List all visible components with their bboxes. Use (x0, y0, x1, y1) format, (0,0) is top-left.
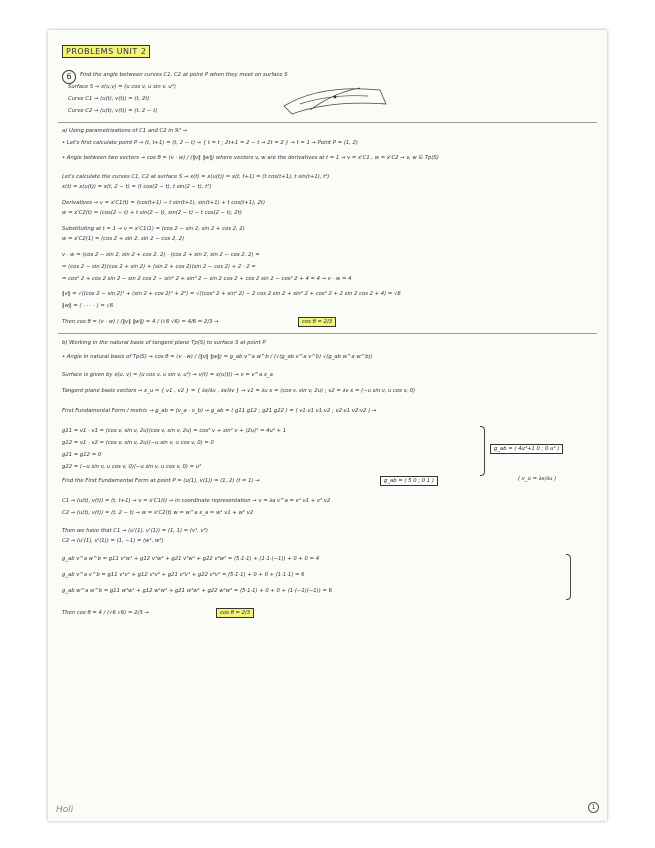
part-b-line: g_ab w^a w^b = g11 w¹w¹ + g12 w¹w² + g21 w²w¹ + g22 w²w² = (5·1·1) + 0 + 0 + (1·(−1)(−1)) = 6 (62, 588, 332, 594)
page-title: PROBLEMS UNIT 2 (62, 45, 150, 58)
part-b-line: Then cos θ = 4 / (√6 √6) = 2/3 → (62, 610, 149, 616)
part-b-line: g22 = (−u sin v, u cos v, 0)(−u sin v, u cos v, 0) = u² (62, 464, 202, 470)
surface-sketch (280, 82, 390, 116)
part-a-line: ‖w‖ = ( · · · · ) = √6 (62, 303, 114, 309)
part-b-line: Tangent plane basis vectors → x_u = { v1 , v2 } = { ∂x/∂u , ∂x/∂v } → v1 = ∂u x = (cos v, sin v, 2u) ; v2 = ∂v x = (−u sin v, u cos v, 0) (62, 388, 416, 394)
part-b-line: • Angle in natural basis of Tp(S) → cos θ = (v · w) / (‖v‖ ‖w‖) = g_ab v^a w^b / (√(g_ab v^a v^b) √(g_ab w^a w^b)) (62, 354, 373, 360)
part-a-line: Let's calculate the curves C1, C2 at surface S → x(t) = x(u(t)) = x(t, t+1) = (t cos(t+1), t sin(t+1), t²) (62, 174, 330, 180)
part-a-line: = cos² 2 + cos 2 sin 2 − sin 2 cos 2 − sin² 2 + sin² 2 − sin 2 cos 2 + cos 2 sin 2 − cos² 2 + 4 = 4 → v · w = 4 (62, 276, 352, 282)
part-b-line: b) Working in the natural basis of tangent plane Tp(S) to surface S at point P (62, 340, 266, 346)
metric-matrix: g_ab = ( 4u²+1 0 ; 0 u² ) (490, 444, 563, 454)
part-b-line: Surface is given by x(u, v) = (u cos v, u sin v, u²) → v(t) = x(u(t)) → v = v^a x_a (62, 372, 273, 378)
part-a-line: • Let's first calculate point P → (t, t+1) = (t, 2 − t) → { t = t ; 2t+1 = 2 − t → 2t = 2 } → t = 1 → Point P = (1, 2) (62, 140, 358, 146)
part-a-line: Substituting at t = 1 → v = x'C1(1) = (cos 2 − sin 2, sin 2 + cos 2, 2) (62, 226, 245, 232)
curve-c2-definition: Curve C2 → (u(t), v(t)) = (t, 2 − t) (68, 108, 158, 114)
part-a-line: v · w = (cos 2 − sin 2, sin 2 + cos 2, 2) · (cos 2 + sin 2, sin 2 − cos 2, 2) = (62, 252, 260, 258)
part-a-line: x(t) = x(u(t)) = x(t, 2 − t) = (t cos(2 − t), t sin(2 − t), t²) (62, 184, 212, 190)
problem-number: 6 (62, 70, 76, 84)
sum-bracket (566, 554, 571, 600)
side-note: ( v_u = ∂x/∂u ) (518, 476, 557, 482)
signature: Holi (56, 805, 74, 815)
part-b-line: g11 = v1 · v1 = (cos v, sin v, 2u)(cos v, sin v, 2u) = cos² v + sin² v + (2u)² = 4u² + 1 (62, 428, 287, 434)
part-a-line: w = x'C2(t) = (cos(2 − t) + t sin(2 − t), sin(2 − t) − t cos(2 − t), 2t) (62, 210, 242, 216)
part-b-line: g_ab v^a w^b = g11 v¹w¹ + g12 v¹w² + g21 v²w¹ + g22 v²w² = (5·1·1) + (1·1·(−1)) + 0 + 0 = 4 (62, 556, 320, 562)
curve-c1-definition: Curve C1 → (u(t), v(t)) = (t, 2t) (68, 96, 150, 102)
part-b-result: cos θ = 2/3 (216, 608, 254, 618)
part-a-line: = (cos 2 − sin 2)(cos 2 + sin 2) + (sin 2 + cos 2)(sin 2 − cos 2) + 2 · 2 = (62, 264, 256, 270)
part-a-line: Then cos θ = (v · w) / (‖v‖ ‖w‖) = 4 / (√6 √6) = 4/6 = 2/3 → (62, 319, 219, 325)
part-b-line: Then we have that C1 → (u'(1), v'(1)) = (1, 1) = (v¹, v²) (62, 528, 208, 534)
metric-bracket (480, 426, 485, 476)
surface-definition: Surface S → x(u,v) = (u cos v, u sin v, u²) (68, 84, 176, 90)
part-b-line: g12 = v1 · v2 = (cos v, sin v, 2u)(−u sin v, u cos v, 0) = 0 (62, 440, 214, 446)
part-b-line: C1 → (u(t), v(t)) = (t, t+1) → v = x'C1(t) → in coordinate representation → v = ∂a v^a = v¹ v1 + v² v2 (62, 498, 331, 504)
part-a-result: cos θ = 2/3 (298, 317, 336, 327)
part-b-line: First Fundamental Form / metric → g_ab = (v_a · v_b) → g_ab = ( g11 g12 ; g21 g22 ) = ( v1·v1 v1·v2 ; v2·v1 v2·v2 ) → (62, 408, 377, 414)
part-b-line: C2 → (u(t), v(t)) = (t, 2 − t) → w = x'C2(t) w = w^a x_a = w¹ v1 + w² v2 (62, 510, 254, 516)
part-a-line: Derivatives → v = x'C1(t) = (cos(t+1) − t sin(t+1), sin(t+1) + t cos(t+1), 2t) (62, 200, 266, 206)
problem-statement: Find the angle between curves C1, C2 at point P when they meet on surface S (80, 72, 288, 78)
metric-at-point: g_ab = ( 5 0 ; 0 1 ) (380, 476, 438, 486)
part-b-line: Find the First Fundamental Form at point P = (u(1), v(1)) = (1, 2) (t = 1) → (62, 478, 260, 484)
part-b-line: g21 = g12 = 0 (62, 452, 102, 458)
divider (58, 122, 597, 123)
part-b-line: C2 → (u'(1), v'(1)) = (1, −1) = (w¹, w²) (62, 538, 164, 544)
notes-sheet (48, 30, 607, 821)
part-a-line: • Angle between two vectors → cos θ = (v · w) / (‖v‖ ‖w‖) where vectors v, w are the derivatives at t = 1 → v = x'C1 , w = x'C2 → v, w ∈ Tp(S) (62, 155, 439, 161)
part-a-line: ‖v‖ = √((cos 2 − sin 2)² + (sin 2 + cos 2)² + 2²) = √((cos² 2 + sin² 2) − 2 cos 2 sin 2 + sin² 2 + cos² 2 + 2 sin 2 cos 2 + 4) = √6 (62, 291, 401, 297)
divider (58, 333, 597, 334)
part-a-line: w = x'C2(1) = (cos 2 + sin 2, sin 2 − cos 2, 2) (62, 236, 185, 242)
page-number: 1 (588, 802, 599, 813)
part-a-line: a) Using parametrizations of C1 and C2 in ℝ³ → (62, 128, 188, 134)
part-b-line: g_ab v^a v^b = g11 v¹v¹ + g12 v¹v² + g21 v²v¹ + g22 v²v² = (5·1·1) + 0 + 0 + (1·1·1) = 6 (62, 572, 305, 578)
